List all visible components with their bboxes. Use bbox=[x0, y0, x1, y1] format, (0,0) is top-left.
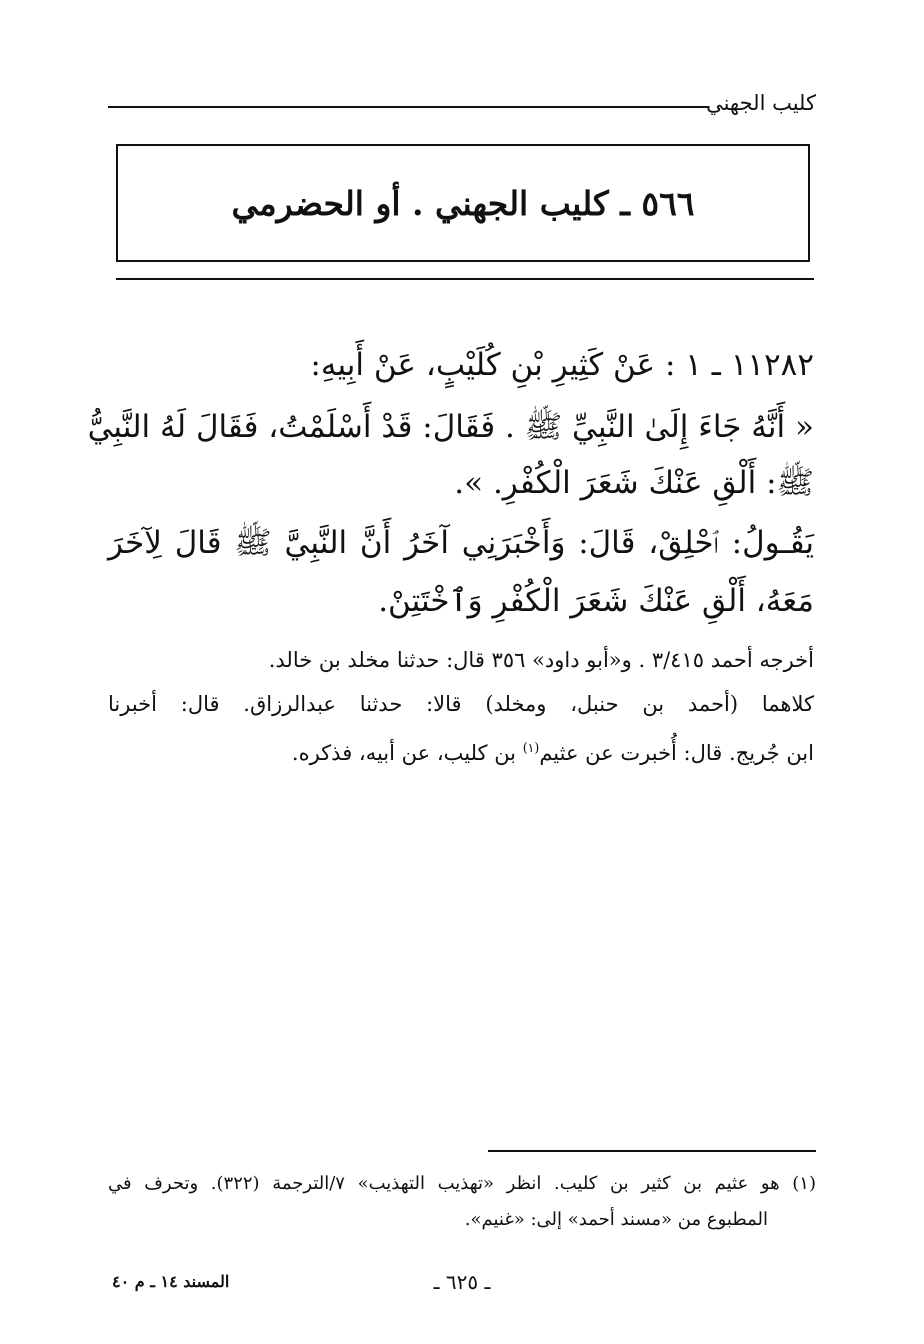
page-number: ـ ٦٢٥ ـ bbox=[433, 1270, 491, 1294]
hadith-line-2: « أَنَّهُ جَاءَ إِلَىٰ النَّبِيِّ ﷺ . فَقَالَ: قَدْ أَسْلَمْتُ، فَقَالَ لَهُ النَّبِيُّ bbox=[87, 409, 814, 445]
footnote-line-2: المطبوع من «مسند أحمد» إلى: «غنيم». bbox=[464, 1209, 768, 1230]
hadith-line-5: مَعَهُ، أَلْقِ عَنْكَ شَعَرَ الْكُفْرِ وَٱخْتَتِنْ. bbox=[378, 583, 814, 619]
hadith-line-3: ﷺ: أَلْقِ عَنْكَ شَعَرَ الْكُفْرِ. ». bbox=[454, 465, 814, 501]
takhrij-line-3-end: بن كليب، عن أبيه، فذكره. bbox=[291, 741, 523, 765]
hadith-line-1: ١١٢٨٢ ـ ١ : عَنْ كَثِيرِ بْنِ كُلَيْبٍ، عَنْ أَبِيهِ: bbox=[310, 347, 814, 383]
takhrij-line-3 bbox=[108, 732, 814, 769]
footnote-line-1: (١) هو عثيم بن كثير بن كليب. انظر «تهذيب التهذيب» ٧/الترجمة (٣٢٢). وتحرف في bbox=[108, 1173, 816, 1194]
running-header-title: كليب الجهني bbox=[706, 91, 816, 115]
takhrij-line-2: كلاهما (أحمد بن حنبل، ومخلد) قالا: حدثنا عبدالرزاق. قال: أخبرنا bbox=[108, 692, 814, 716]
chapter-underline-rule bbox=[116, 278, 814, 280]
footnote-rule bbox=[488, 1150, 816, 1152]
running-header bbox=[108, 88, 816, 122]
hadith-line-4: يَقُـولُ: ٱحْلِقْ، قَالَ: وَأَخْبَرَنِي آخَرُ أَنَّ النَّبِيَّ ﷺ قَالَ لِآخَرَ bbox=[108, 525, 814, 561]
takhrij-line-1: أخرجه أحمد ٣/٤١٥ . و«أبو داود» ٣٥٦ قال: حدثنا مخلد بن خالد. bbox=[268, 648, 814, 672]
chapter-title-box bbox=[116, 144, 810, 262]
takhrij-line-3-text: ابن جُريج. قال: أُخبرت عن عثيم bbox=[539, 741, 814, 765]
footnote-marker[interactable]: (١) bbox=[522, 740, 540, 755]
chapter-title: ٥٦٦ ـ كليب الجهني . أو الحضرمي bbox=[231, 184, 695, 223]
printer-signature: المسند ١٤ ـ م ٤٠ bbox=[112, 1272, 230, 1291]
header-rule bbox=[108, 106, 708, 108]
